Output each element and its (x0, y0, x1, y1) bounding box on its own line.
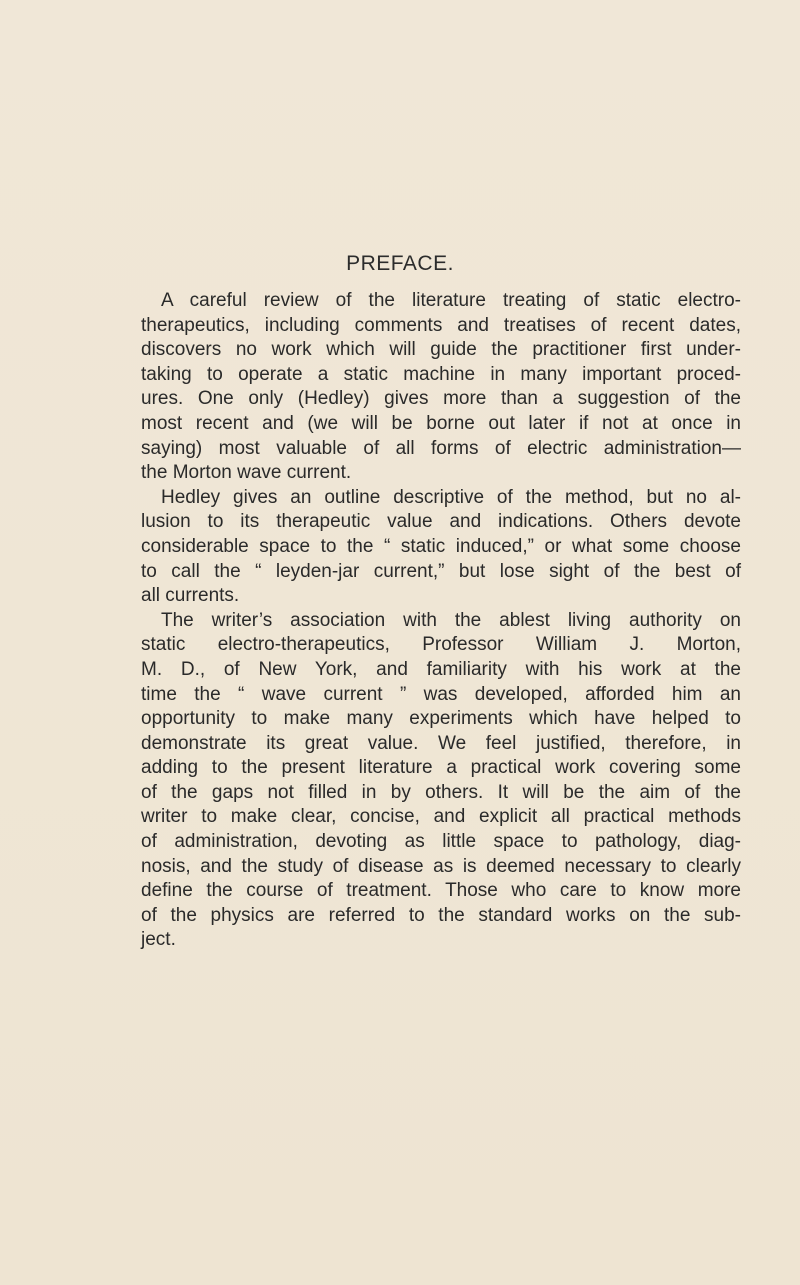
text-line: discovers no work which will guide the practitioner first under- (141, 339, 741, 361)
paragraph-1 (141, 289, 741, 486)
text-line: A careful review of the literature treating of static electro- (161, 290, 741, 311)
text-line: considerable space to the “ static induced,” or what some choose (141, 535, 741, 557)
text-line: all currents. (141, 585, 240, 607)
text-line: of administration, devoting as little space to pathology, diag- (141, 831, 741, 853)
text-line: to call the “ leyden-jar current,” but lose sight of the best of (141, 560, 741, 582)
preface-body (141, 289, 741, 953)
text-line: ures. One only (Hedley) gives more than a suggestion of the (141, 388, 741, 410)
text-line: ject. (141, 929, 176, 951)
text-line: adding to the present literature a practical work covering some (141, 757, 741, 779)
text-line: saying) most valuable of all forms of electric administration— (141, 437, 741, 459)
text-line: lusion to its therapeutic value and indications. Others devote (141, 511, 741, 533)
text-line: time the “ wave current ” was developed, afforded him an (141, 683, 741, 705)
paragraph-2 (141, 486, 741, 609)
text-line: of the gaps not filled in by others. It will be the aim of the (141, 781, 741, 803)
paragraph-3 (141, 609, 741, 953)
text-line: nosis, and the study of disease as is deemed necessary to clearly (141, 855, 741, 877)
text-line: taking to operate a static machine in many important proced- (141, 363, 741, 385)
text-line: most recent and (we will be borne out later if not at once in (141, 412, 741, 434)
text-line: define the course of treatment. Those who care to know more (141, 880, 741, 902)
text-line: therapeutics, including comments and treatises of recent dates, (141, 314, 741, 336)
text-line: M. D., of New York, and familiarity with his work at the (141, 658, 741, 680)
text-line: Hedley gives an outline descriptive of the method, but no al- (161, 486, 741, 508)
text-line: writer to make clear, concise, and explicit all practical methods (141, 806, 741, 828)
text-line: opportunity to make many experiments which have helped to (141, 708, 741, 730)
text-line: the Morton wave current. (141, 462, 352, 484)
text-line: static electro-therapeutics, Professor William J. Morton, (141, 634, 741, 656)
text-line: of the physics are referred to the standard works on the sub- (141, 904, 741, 926)
page-title: PREFACE. (346, 252, 454, 275)
text-line: The writer’s association with the ablest living authority on (161, 609, 741, 631)
text-line: demonstrate its great value. We feel justified, therefore, in (141, 732, 741, 754)
